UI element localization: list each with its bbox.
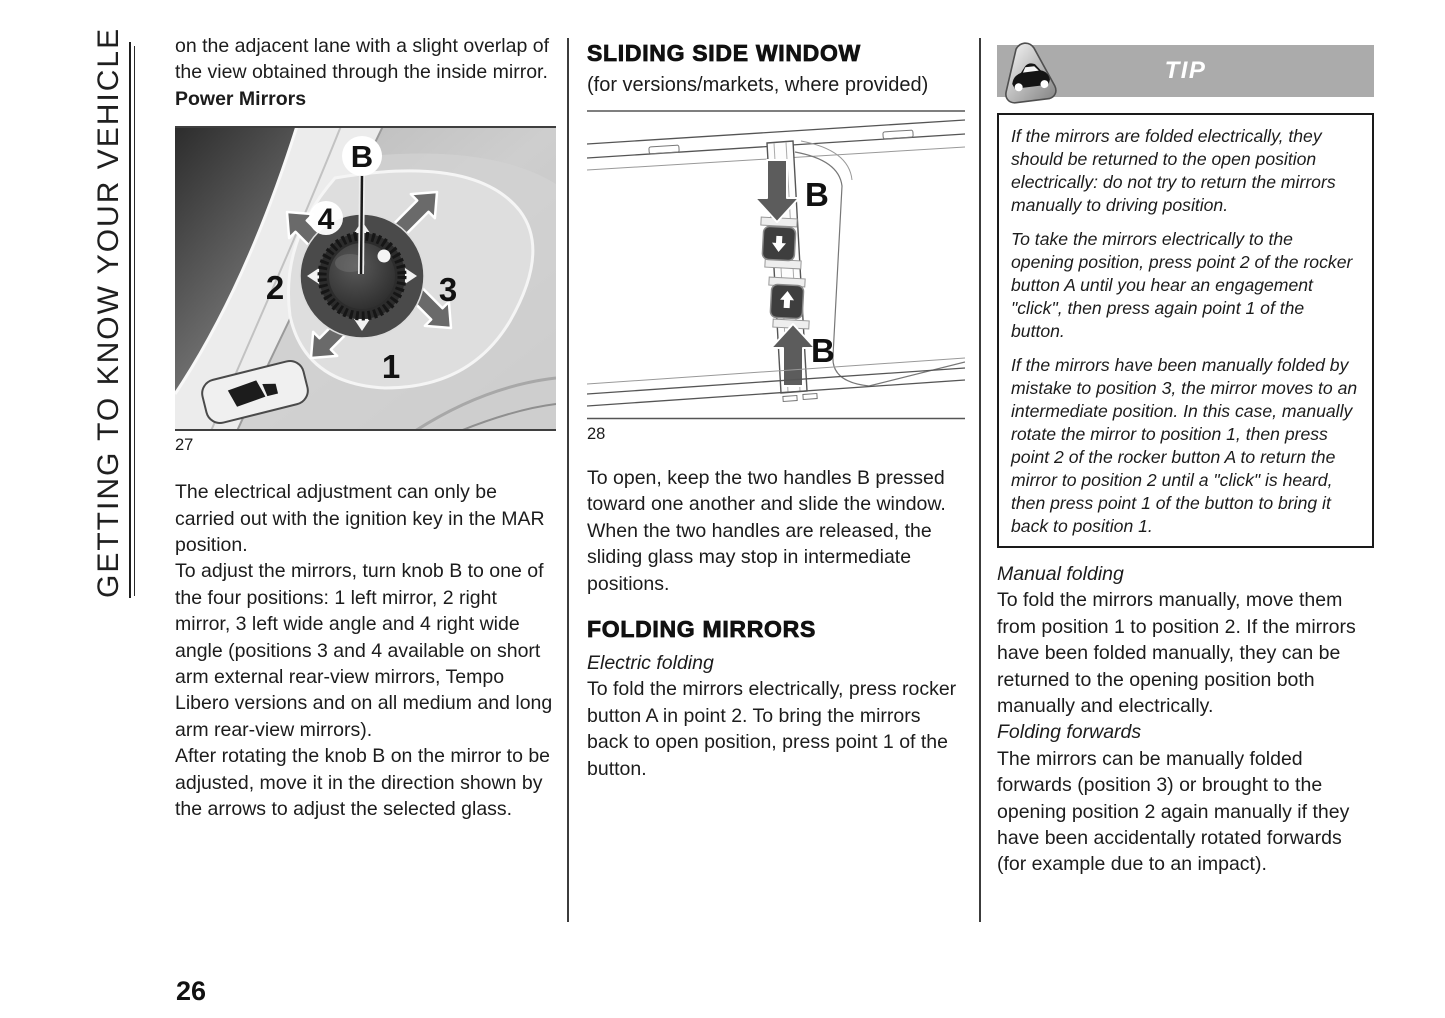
chapter-title-vertical: GETTING TO KNOW YOUR VEHICLE bbox=[92, 42, 131, 598]
col2-paragraph-1: To open, keep the two handles B pressed toward one another and slide the window. bbox=[587, 467, 946, 516]
col2-paragraph-3: To fold the mirrors electrically, press rocker button A in point 2. To bring the mirrors back to open position, press point 1 of the button. bbox=[587, 678, 957, 780]
figure-27-caption: 27 bbox=[175, 436, 194, 455]
folding-mirrors-heading: FOLDING MIRRORS bbox=[587, 616, 816, 643]
column-divider-left bbox=[567, 38, 569, 922]
col2-paragraph-2: When the two handles are released, the sliding glass may stop in intermediate positions. bbox=[587, 519, 932, 595]
fig27-label-b: B bbox=[350, 139, 374, 175]
manual-folding-paragraph: To fold the mirrors manually, move them from position 1 to position 2. If the mirrors have been folded manually, they can be returned to the opening position both manually and electrically. bbox=[997, 589, 1356, 718]
folding-forwards-subheading: Folding forwards bbox=[997, 721, 1142, 744]
window-handle-top bbox=[762, 226, 796, 261]
col1-paragraph-1: The electrical adjustment can only be carried out with the ignition key in the MAR position. bbox=[175, 481, 545, 557]
figure-28-caption: 28 bbox=[587, 425, 606, 443]
figure-27-mirror-knob bbox=[175, 126, 556, 431]
tip-paragraph-2: To take the mirrors electrically to the opening position, press point 2 of the rocker button A until you hear an engagement "click", then press again point 1 of the button. bbox=[1011, 229, 1353, 341]
fig27-label-4: 4 bbox=[317, 203, 335, 237]
fig27-label-1: 1 bbox=[381, 348, 401, 386]
tip-banner bbox=[997, 45, 1374, 97]
column-3 bbox=[997, 45, 1374, 878]
folding-forwards-paragraph: The mirrors can be manually folded forwards (position 3) or brought to the opening position 2 again manually if they have been accidentally rotated forwards (for example due to an impact). bbox=[997, 747, 1350, 876]
sliding-side-window-heading: SLIDING SIDE WINDOW bbox=[587, 40, 861, 66]
fig27-label-2: 2 bbox=[265, 269, 285, 307]
sidebar-rule bbox=[134, 46, 135, 596]
column-2 bbox=[587, 40, 965, 782]
fig28-label-b-bottom: B bbox=[811, 332, 835, 369]
fig27-label-3: 3 bbox=[438, 271, 458, 309]
window-handle-bottom bbox=[770, 284, 804, 319]
sliding-side-window-subheading: (for versions/markets, where provided) bbox=[587, 74, 929, 96]
tip-box bbox=[997, 113, 1374, 548]
figure-28-sliding-window bbox=[587, 110, 965, 420]
electric-folding-subheading: Electric folding bbox=[587, 652, 714, 675]
column-divider-right bbox=[979, 38, 981, 922]
fig28-label-b-top: B bbox=[805, 176, 829, 213]
tip-paragraph-1: If the mirrors are folded electrically, they should be returned to the open position electrically: do not try to return the mirrors manually to driving position. bbox=[1011, 126, 1336, 215]
knob-dot bbox=[378, 250, 391, 263]
manual-folding-subheading: Manual folding bbox=[997, 563, 1124, 585]
tip-paragraph-3: If the mirrors have been manually folded by mistake to position 3, the mirror moves to an intermediate position. In this case, manually rotate the mirror to position 1, then press point 2 of the rocker button A to return the mirror to position 2 until a "click" is heard, then press point 1 of the button to bring it back to position 1. bbox=[1011, 355, 1358, 536]
col1-paragraph-2: To adjust the mirrors, turn knob B to one of the four positions: 1 left mirror, 2 right mirror, 3 left wide angle and 4 right wide angle (positions 3 and 4 available on short arm external rear-view mirrors, Tempo Libero versions and on all medium and long arm rear-view mirrors). bbox=[175, 560, 553, 741]
page-number: 26 bbox=[176, 976, 207, 1006]
column-1 bbox=[175, 33, 556, 823]
col1-paragraph-3: After rotating the knob B on the mirror to be adjusted, move it in the direction shown by the arrows to adjust the selected glass. bbox=[175, 745, 551, 821]
intro-paragraph: on the adjacent lane with a slight overlap of the view obtained through the inside mirror. bbox=[175, 35, 549, 84]
tip-label: TIP bbox=[1164, 57, 1207, 84]
power-mirrors-heading: Power Mirrors bbox=[175, 87, 307, 110]
